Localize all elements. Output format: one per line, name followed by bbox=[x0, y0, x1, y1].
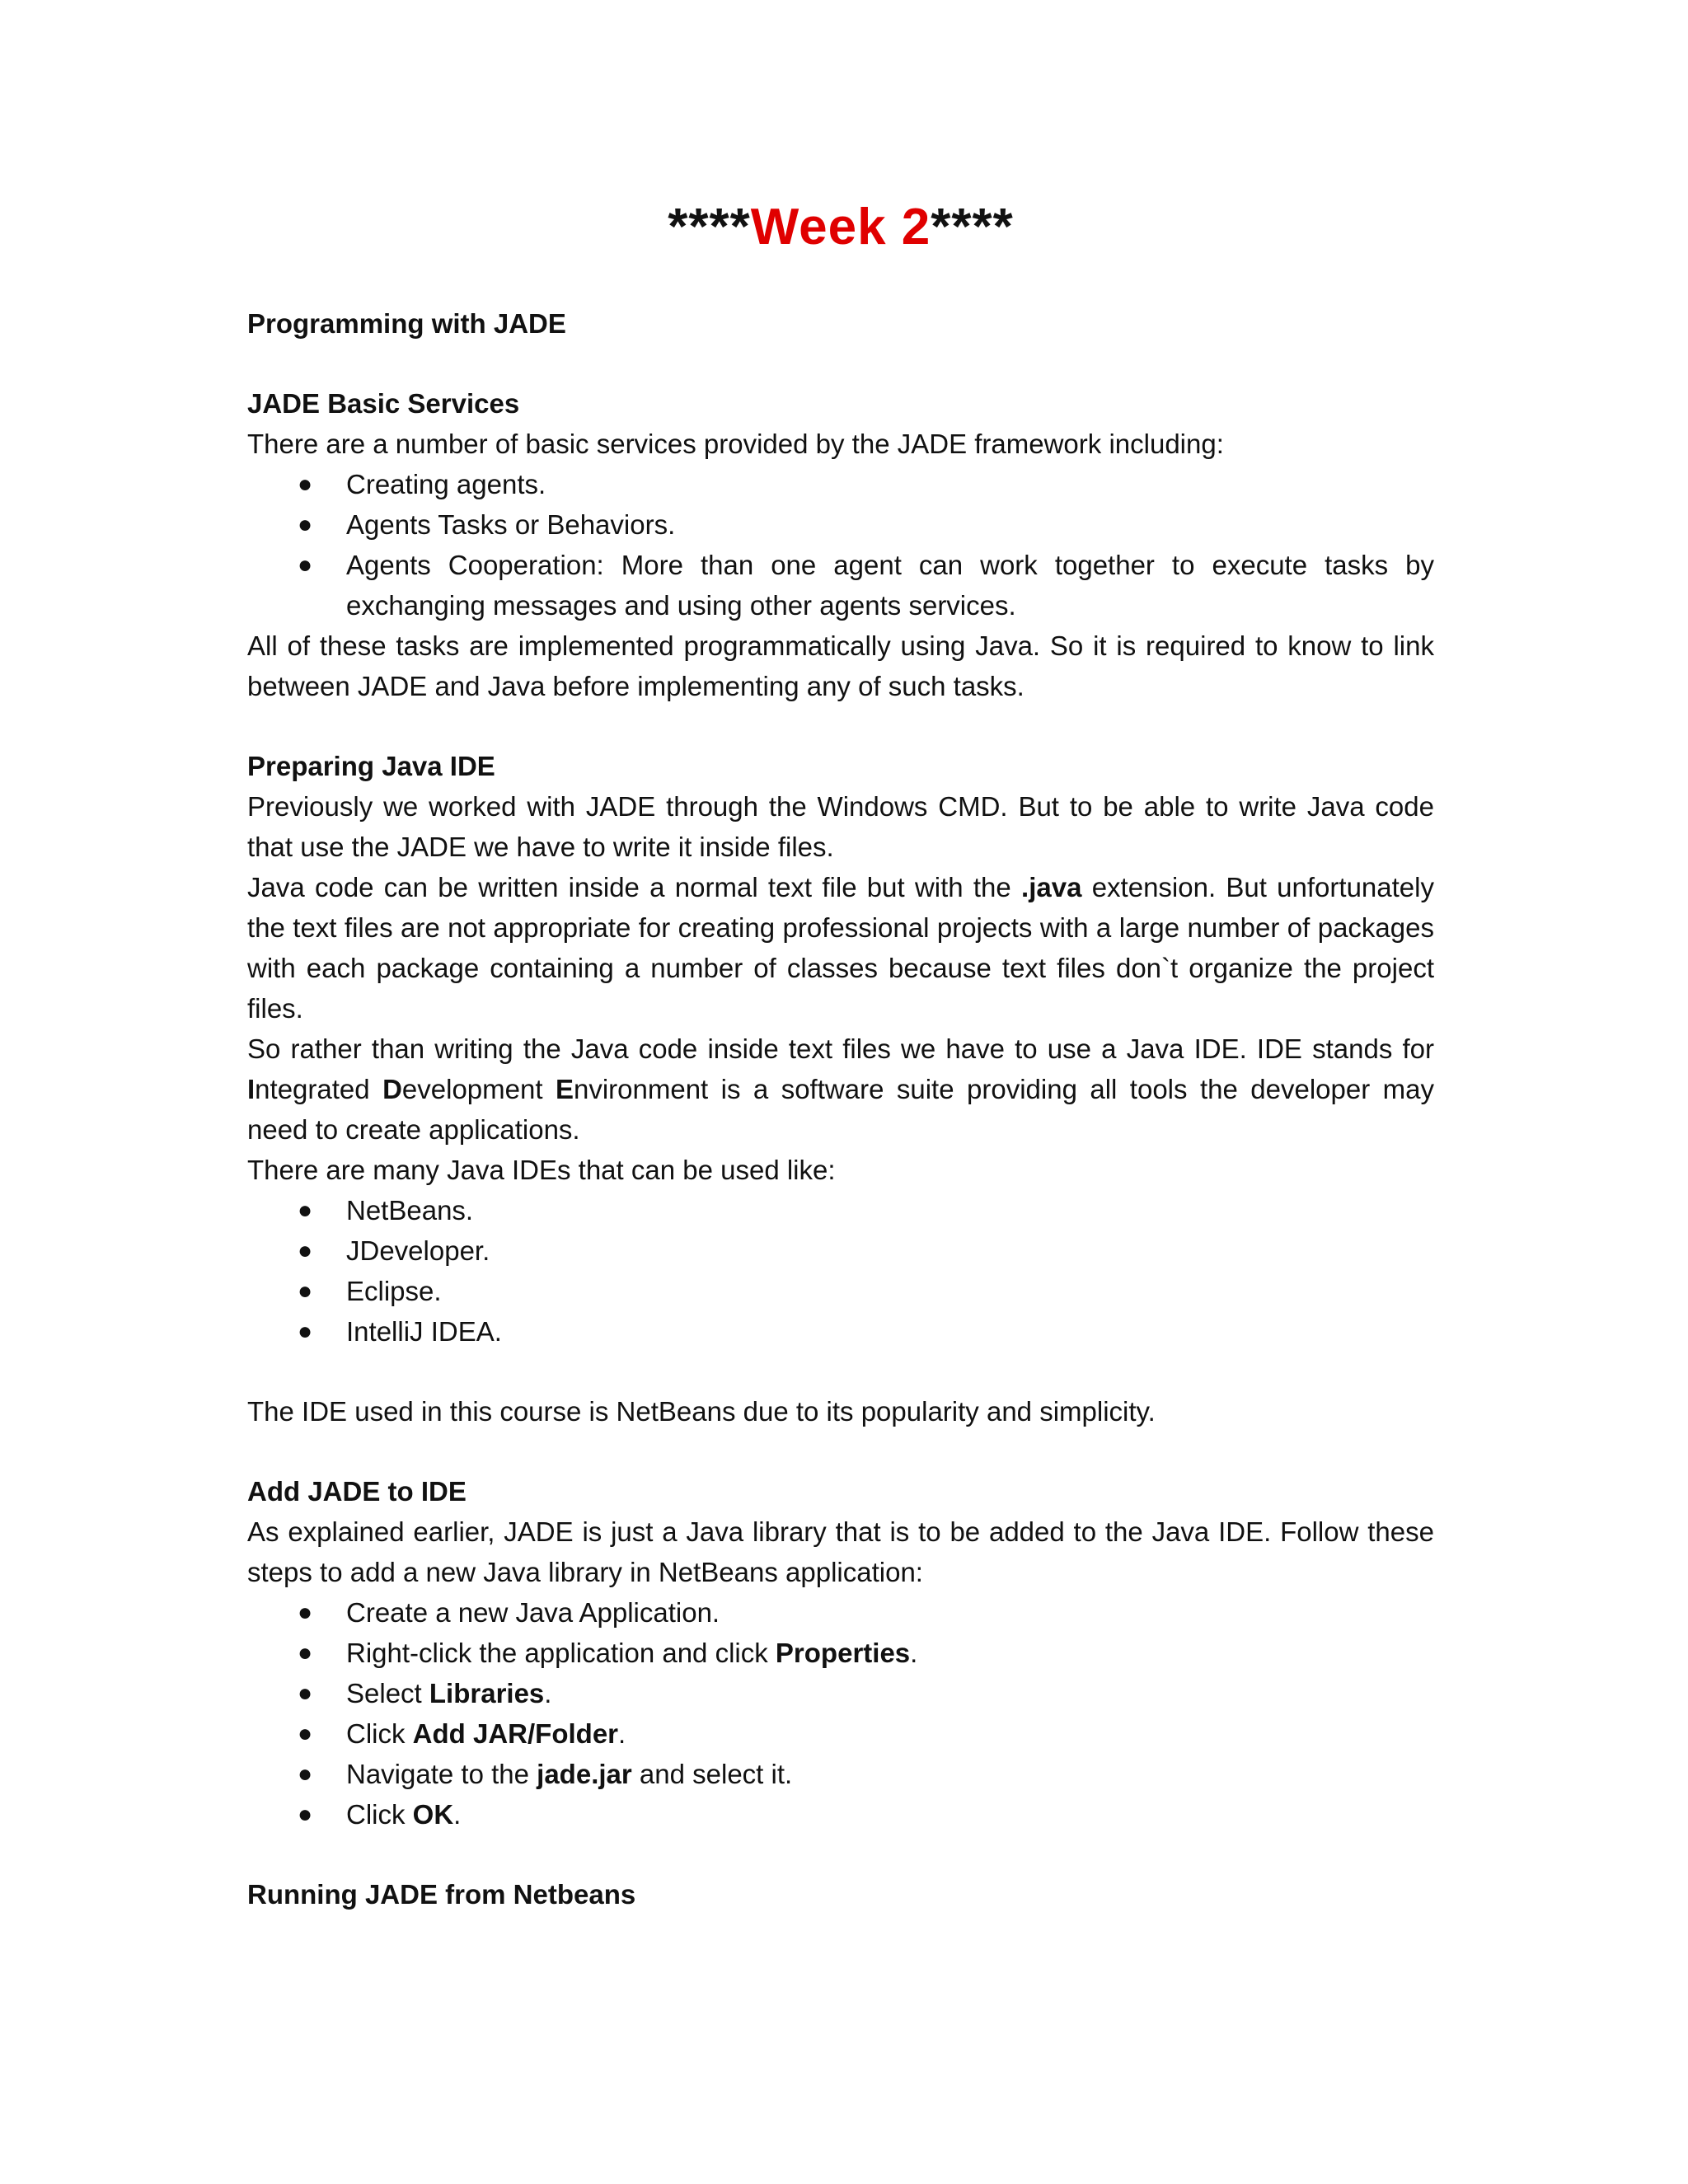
bullet-icon: ● bbox=[298, 1277, 313, 1305]
paragraph: The IDE used in this course is NetBeans due to its popularity and simplicity. bbox=[247, 1396, 1156, 1427]
bold-text: Libraries bbox=[429, 1678, 545, 1708]
paragraph: There are a number of basic services provided by the JADE framework including: bbox=[247, 429, 1224, 459]
list-item-text: Agents Cooperation: More than one agent can work together to execute tasks by exchanging messages and using other agents services. bbox=[346, 550, 1434, 621]
list-item bbox=[247, 1271, 1434, 1311]
bullet-icon: ● bbox=[298, 1720, 313, 1747]
paragraph: All of these tasks are implemented programmatically using Java. So it is required to know to link between JADE and Java before implementing any of such tasks. bbox=[247, 630, 1434, 701]
bullet-icon: ● bbox=[298, 471, 313, 498]
list-item bbox=[247, 1633, 1434, 1673]
text-run: . bbox=[453, 1799, 462, 1830]
bullet-icon: ● bbox=[298, 511, 313, 538]
text-run: So rather than writing the Java code inside text files we have to use a Java IDE. IDE stands for bbox=[247, 1033, 1434, 1064]
title-highlight: Week 2 bbox=[750, 199, 931, 255]
text-run: . bbox=[910, 1638, 918, 1668]
bullet-icon: ● bbox=[298, 1599, 313, 1626]
bold-letter: E bbox=[555, 1074, 574, 1104]
bold-text: OK bbox=[412, 1799, 454, 1830]
text-run: Click bbox=[346, 1799, 413, 1830]
bullet-icon: ● bbox=[298, 551, 313, 579]
bullet-icon: ● bbox=[298, 1760, 313, 1788]
bold-letter: I bbox=[247, 1074, 256, 1104]
bullet-icon: ● bbox=[298, 1801, 313, 1828]
document-content bbox=[247, 194, 1434, 1915]
text-run: . bbox=[618, 1718, 626, 1749]
list-item bbox=[247, 1311, 1434, 1352]
paragraph bbox=[247, 1029, 1434, 1150]
list-item bbox=[247, 504, 1434, 545]
title-prefix: **** bbox=[668, 199, 751, 255]
bold-letter: D bbox=[382, 1074, 402, 1104]
spacer bbox=[247, 706, 1434, 746]
text-run: . bbox=[544, 1678, 552, 1708]
section-heading-add-jade: Add JADE to IDE bbox=[247, 1476, 467, 1507]
bullet-icon: ● bbox=[298, 1237, 313, 1264]
text-run: ntegrated bbox=[255, 1074, 383, 1104]
list-item bbox=[247, 1794, 1434, 1835]
list-item bbox=[247, 1713, 1434, 1754]
bullet-icon: ● bbox=[298, 1318, 313, 1345]
main-heading: Programming with JADE bbox=[247, 308, 566, 339]
text-run: Navigate to the bbox=[346, 1759, 537, 1789]
bold-text: .java bbox=[1021, 872, 1082, 902]
bullet-icon: ● bbox=[298, 1680, 313, 1707]
list-item-text: Create a new Java Application. bbox=[346, 1597, 720, 1628]
bullet-icon: ● bbox=[298, 1197, 313, 1224]
paragraph: As explained earlier, JADE is just a Java library that is to be added to the Java IDE. Follow these steps to add a new Java library in NetBeans application: bbox=[247, 1516, 1434, 1587]
bold-text: Add JAR/Folder bbox=[412, 1718, 619, 1749]
bold-text: jade.jar bbox=[537, 1759, 632, 1789]
page-title bbox=[247, 194, 1434, 260]
bullet-list bbox=[247, 1190, 1434, 1352]
list-item-text: NetBeans. bbox=[346, 1195, 474, 1226]
bullet-icon: ● bbox=[298, 1639, 313, 1666]
bold-text: Properties bbox=[775, 1638, 911, 1668]
paragraph bbox=[247, 867, 1434, 1029]
spacer bbox=[247, 1835, 1434, 1874]
list-item bbox=[247, 1592, 1434, 1633]
list-item bbox=[247, 1673, 1434, 1713]
list-item-text: Eclipse. bbox=[346, 1276, 442, 1306]
section-heading-basic-services: JADE Basic Services bbox=[247, 388, 520, 419]
list-item bbox=[247, 1190, 1434, 1230]
title-suffix: **** bbox=[931, 199, 1014, 255]
text-run: Java code can be written inside a normal text file but with the bbox=[247, 872, 1022, 902]
text-run: and select it. bbox=[631, 1759, 793, 1789]
text-run: evelopment bbox=[401, 1074, 556, 1104]
bullet-list bbox=[247, 464, 1434, 626]
spacer bbox=[247, 1352, 1434, 1391]
list-item-text: JDeveloper. bbox=[346, 1235, 490, 1266]
paragraph: Previously we worked with JADE through the Windows CMD. But to be able to write Java code that use the JADE we have to write it inside files. bbox=[247, 791, 1434, 862]
list-item bbox=[247, 545, 1434, 626]
list-item bbox=[247, 464, 1434, 504]
list-item bbox=[247, 1230, 1434, 1271]
paragraph: There are many Java IDEs that can be used like: bbox=[247, 1155, 836, 1185]
spacer bbox=[247, 344, 1434, 383]
section-heading-preparing-ide: Preparing Java IDE bbox=[247, 751, 495, 781]
spacer bbox=[247, 1432, 1434, 1471]
list-item-text: Creating agents. bbox=[346, 469, 546, 499]
list-item-text: IntelliJ IDEA. bbox=[346, 1316, 502, 1347]
text-run: nvironment is a software suite providing all tools the developer may need to create applications. bbox=[247, 1074, 1434, 1145]
section-heading-running: Running JADE from Netbeans bbox=[247, 1879, 636, 1910]
bullet-list bbox=[247, 1592, 1434, 1835]
list-item bbox=[247, 1754, 1434, 1794]
text-run: Click bbox=[346, 1718, 413, 1749]
list-item-text: Agents Tasks or Behaviors. bbox=[346, 509, 676, 540]
text-run: Select bbox=[346, 1678, 429, 1708]
text-run: Right-click the application and click bbox=[346, 1638, 776, 1668]
text-run: extension. But unfortunately the text files are not appropriate for creating professional projects with a large number of packages with each package containing a number of classes because text files don`t organize the project files. bbox=[247, 872, 1434, 1024]
